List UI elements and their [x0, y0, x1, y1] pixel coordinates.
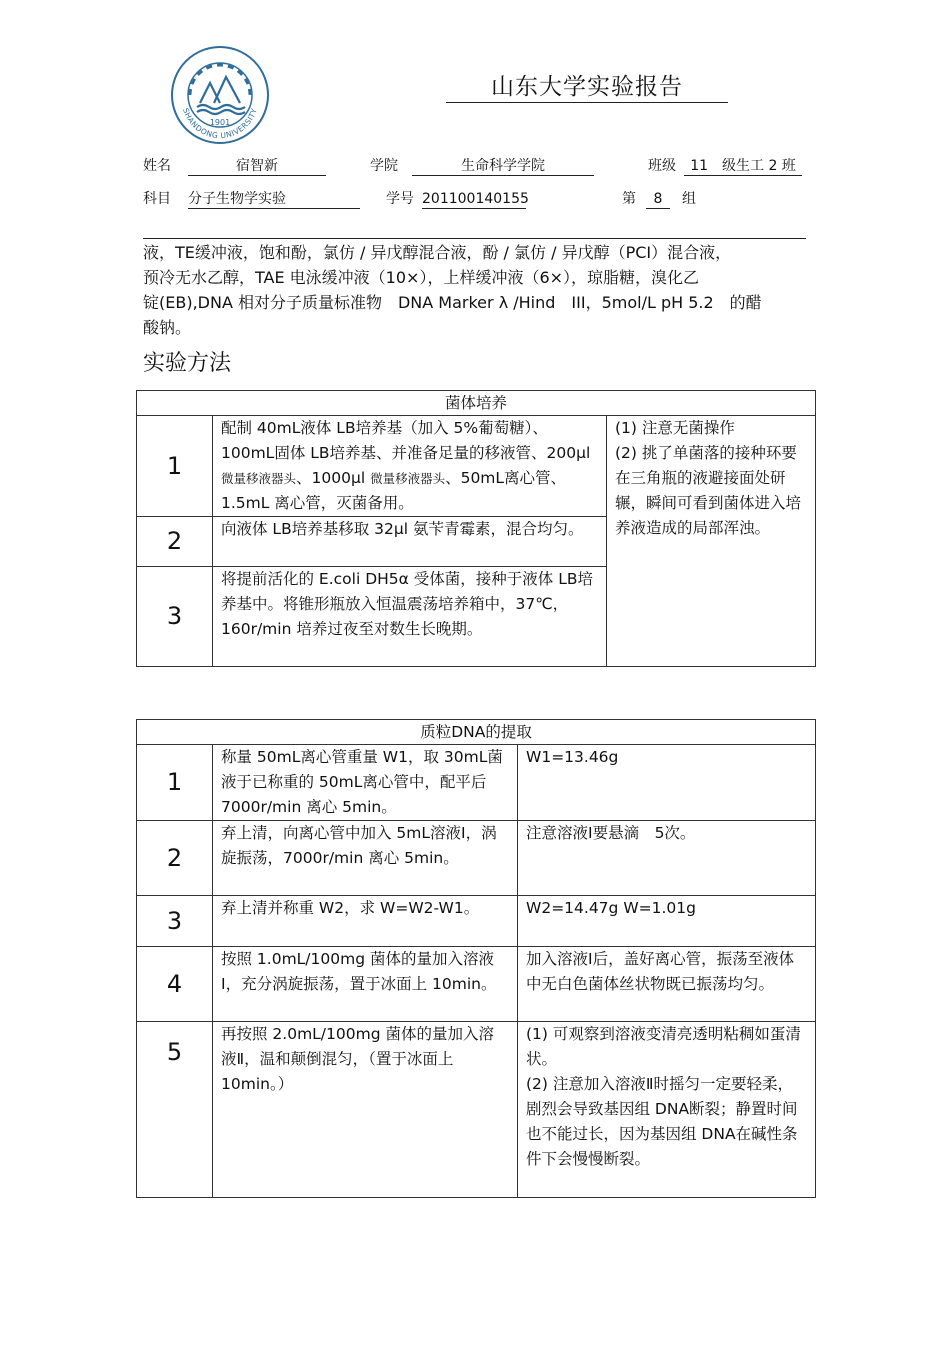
subject-value: 分子生物学实验	[188, 190, 360, 209]
table-row	[137, 947, 816, 1022]
step-note	[518, 1022, 816, 1198]
step-text: 弃上清并称重 W2，求 W=W2-W1。	[213, 896, 518, 947]
step-text: 将提前活化的 E.coli DH5α 受体菌，接种于液体 LB培养基中。将锥形瓶放入恒温震荡培养箱中，37℃，160r/min 培养过夜至对数生长晚期。	[213, 567, 607, 667]
student-id-label: 学号	[386, 191, 414, 207]
page-divider	[143, 238, 806, 239]
step-note: 加入溶液Ⅰ后，盖好离心管，振荡至液体中无白色菌体丝状物既已振荡均匀。	[518, 947, 816, 1022]
report-title: 山东大学实验报告	[446, 72, 728, 103]
table-row	[137, 745, 816, 821]
plasmid-extraction-table	[136, 719, 816, 1198]
step-number: 1	[137, 745, 213, 821]
college-label: 学院	[370, 158, 398, 174]
culture-table	[136, 390, 816, 667]
table-row	[137, 1022, 816, 1198]
materials-line: 预冷无水乙醇，TAE 电泳缓冲液（10×），上样缓冲液（6×），琼脂糖，溴化乙	[143, 268, 700, 287]
note-line: (2) 挑了单菌落的接种环要在三角瓶的液避接面处研辗，瞬间可看到菌体进入培养液造成的局部浑浊。	[615, 444, 802, 537]
mountain-emblem	[197, 77, 245, 114]
class-label: 班级	[648, 158, 676, 174]
step-text: 称量 50mL离心管重量 W1，取 30mL菌液于已称重的 50mL离心管中，配平后 7000r/min 离心 5min。	[213, 745, 518, 821]
note-line: (2) 注意加入溶液Ⅱ时摇匀一定要轻柔，剧烈会导致基因组 DNA断裂；静置时间也不能过长，因为基因组 DNA在碱性条件下会慢慢断裂。	[526, 1075, 798, 1168]
step-note	[607, 416, 816, 667]
step-text: 配制 40mL液体 LB培养基（加入 5%葡萄糖）、100mL固体 LB培养基、并准备足量的移液管、200μl 微量移液器头、1000μl 微量移液器头、50mL离心管、1.5mL 离心管，灭菌备用。	[213, 416, 607, 517]
name-label: 姓名	[143, 158, 171, 174]
section-title: 实验方法	[143, 351, 232, 376]
college-value: 生命科学学院	[412, 157, 594, 176]
table-caption: 质粒DNA的提取	[137, 720, 816, 745]
materials-line: 酸钠。	[143, 318, 192, 337]
subject-label: 科目	[143, 191, 171, 207]
logo-ring-text: SHANDONG UNIVERSITY	[181, 106, 259, 141]
group-label: 第	[622, 191, 636, 207]
step-number: 2	[137, 821, 213, 896]
name-value: 宿智新	[188, 157, 326, 176]
step-text: 按照 1.0mL/100mg 菌体的量加入溶液Ⅰ，充分涡旋振荡，置于冰面上 10min。	[213, 947, 518, 1022]
table-row	[137, 821, 816, 896]
materials-line: 锭(EB),DNA 相对分子质量标准物 DNA Marker λ /Hind III，5mol/L pH 5.2 的醋	[143, 293, 762, 312]
step-number: 3	[137, 567, 213, 667]
student-id-value: 201100140155	[422, 191, 529, 207]
step-text: 弃上清，向离心管中加入 5mL溶液Ⅰ，涡旋振荡，7000r/min 离心 5min。	[213, 821, 518, 896]
logo-year: 1901	[209, 118, 231, 127]
step-text: 再按照 2.0mL/100mg 菌体的量加入溶液Ⅱ，温和颠倒混匀，（置于冰面上 10min。）	[213, 1022, 518, 1198]
university-logo	[170, 45, 270, 145]
step-text: 向液体 LB培养基移取 32μl 氨苄青霉素，混合均匀。	[213, 517, 607, 567]
class-value: 11 级生工 2 班	[684, 157, 802, 176]
step-note: 注意溶液Ⅰ要悬滴 5次。	[518, 821, 816, 896]
group-value: 8	[646, 190, 670, 209]
table-caption: 菌体培养	[137, 391, 816, 416]
table-row	[137, 896, 816, 947]
note-line: (1) 注意无菌操作	[615, 419, 735, 437]
step-number: 4	[137, 947, 213, 1022]
step-number: 2	[137, 517, 213, 567]
step-number: 5	[137, 1022, 213, 1198]
step-note: W1=13.46g	[518, 745, 816, 821]
step-number: 3	[137, 896, 213, 947]
group-suffix: 组	[682, 191, 696, 207]
step-note: W2=14.47g W=1.01g	[518, 896, 816, 947]
step-number: 1	[137, 416, 213, 517]
materials-line: 液，TE缓冲液，饱和酚，氯仿 / 异戊醇混合液，酚 / 氯仿 / 异戊醇（PCI）混合液，	[143, 243, 732, 262]
table-row	[137, 416, 816, 517]
materials-paragraph	[143, 240, 808, 340]
note-line: (1) 可观察到溶液变清亮透明粘稠如蛋清状。	[526, 1025, 801, 1068]
